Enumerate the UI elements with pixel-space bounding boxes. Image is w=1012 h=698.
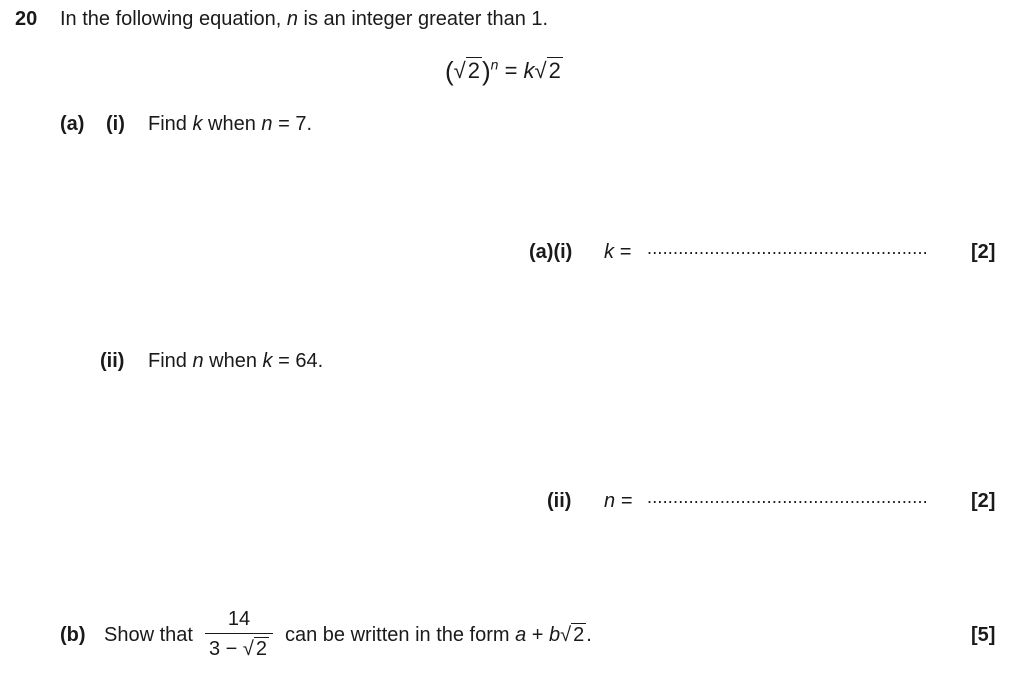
equation-open-paren: ( xyxy=(445,56,454,86)
radical-sign: √ xyxy=(453,58,466,83)
part-a-ii-label: (ii) xyxy=(100,350,125,372)
intro-text-post: is an integer greater than 1. xyxy=(297,8,549,30)
radicand: 2 xyxy=(467,58,480,83)
answer-a-i-variable: k = xyxy=(604,241,632,263)
question-number: 20 xyxy=(15,8,38,30)
fraction-numerator: 14 xyxy=(227,608,251,630)
marks-a-ii: [2] xyxy=(971,490,996,512)
part-a-i-question xyxy=(148,113,312,136)
intro-text-pre: In the following equation, xyxy=(60,8,287,30)
part-a-label: (a) xyxy=(60,113,85,135)
q-aii-text-pre: Find xyxy=(148,350,193,372)
equation-coefficient: k xyxy=(523,58,535,83)
q-aii-text-post: = 64. xyxy=(272,350,324,372)
q-ai-text-post: = 7. xyxy=(272,113,313,135)
part-a-ii-question xyxy=(148,350,323,373)
q-ai-text-mid: when xyxy=(202,113,262,135)
part-b-sqrt xyxy=(560,624,586,647)
denominator-sqrt xyxy=(243,638,269,661)
answer-a-ii-variable: n = xyxy=(604,490,633,512)
answer-a-i-line[interactable]: ...................................................... xyxy=(647,238,928,258)
part-a-i-label: (i) xyxy=(106,113,125,135)
q-ai-var2: n xyxy=(261,113,273,135)
equation-sqrt xyxy=(454,58,482,84)
q-aii-text-mid: when xyxy=(203,350,263,372)
part-b-label: (b) xyxy=(60,624,86,646)
part-b-radical: √ xyxy=(560,624,572,646)
part-b-fraction xyxy=(205,608,273,661)
answer-a-ii-label: (ii) xyxy=(547,490,572,512)
equation-exponent: n xyxy=(490,56,499,73)
answer-a-i-label: (a)(i) xyxy=(529,241,573,263)
equation-sqrt-2 xyxy=(535,58,563,84)
part-b-text-post xyxy=(285,624,592,647)
intro-variable: n xyxy=(286,8,298,30)
part-b-period: . xyxy=(586,624,592,646)
q-aii-var1: n xyxy=(192,350,204,372)
marks-a-i: [2] xyxy=(971,241,996,263)
equation-close-paren: ) xyxy=(482,56,491,86)
q-ai-text-pre: Find xyxy=(148,113,193,135)
denominator-radical: √ xyxy=(242,638,254,660)
radical-sign-2: √ xyxy=(534,58,547,83)
radicand-2: 2 xyxy=(548,58,561,83)
denominator-radicand: 2 xyxy=(255,638,268,660)
question-intro xyxy=(60,8,548,31)
part-b-radicand: 2 xyxy=(573,624,585,646)
part-b-var-b: b xyxy=(549,624,561,646)
part-b-plus: + xyxy=(526,624,550,646)
fraction-denominator xyxy=(205,633,273,661)
part-b-post-text: can be written in the form xyxy=(285,624,516,646)
marks-b: [5] xyxy=(971,624,996,646)
equation-equals: = xyxy=(498,58,524,83)
answer-a-ii-line[interactable]: ...................................................... xyxy=(647,487,928,507)
denominator-pre: 3 − xyxy=(209,638,243,660)
q-ai-var1: k xyxy=(192,113,203,135)
part-b-text-pre: Show that xyxy=(104,624,193,646)
q-aii-var2: k xyxy=(262,350,273,372)
main-equation xyxy=(445,56,563,87)
part-b-var-a: a xyxy=(515,624,527,646)
